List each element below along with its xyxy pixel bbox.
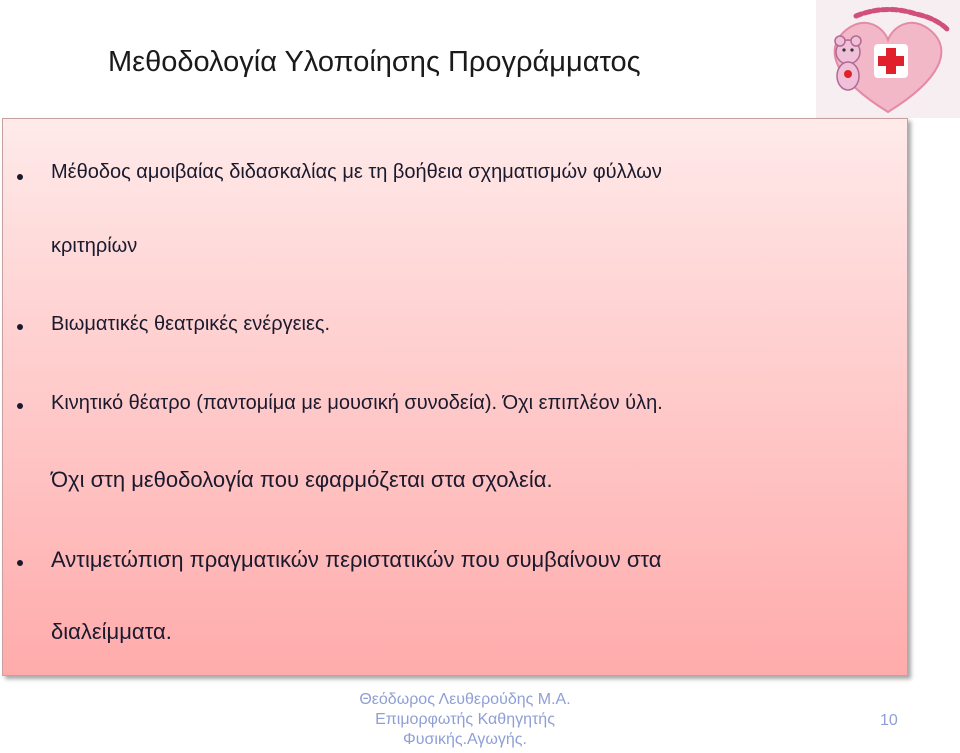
content-box bbox=[2, 118, 908, 676]
footer-line-3: Φυσικής.Αγωγής. bbox=[403, 731, 527, 748]
footer-line-2: Επιμορφωτής Καθηγητής bbox=[375, 711, 555, 728]
content-line-6: Αντιμετώπιση πραγματικών περιστατικών που συμβαίνουν στα bbox=[51, 547, 662, 572]
footer-line-1: Θεόδωρος Λευθερούδης Μ.Α. bbox=[359, 691, 571, 708]
bullet-icon bbox=[17, 324, 23, 330]
teddy-bear-logo-icon bbox=[816, 0, 960, 118]
footer-author bbox=[310, 690, 620, 750]
content-line-7: διαλείμματα. bbox=[51, 619, 172, 644]
content-line-1: Μέθοδος αμοιβαίας διδασκαλίας με τη βοήθεια σχηματισμών φύλλων bbox=[51, 161, 662, 183]
content-line-3: Βιωματικές θεατρικές ενέργειες. bbox=[51, 313, 331, 335]
content-line-4: Κινητικό θέατρο (παντομίμα με μουσική συνοδεία). Όχι επιπλέον ύλη. bbox=[51, 392, 663, 414]
bullet-icon bbox=[17, 403, 23, 409]
slide-title: Μεθοδολογία Υλοποίησης Προγράμματος bbox=[108, 46, 641, 78]
page-number: 10 bbox=[880, 712, 898, 729]
bullet-icon bbox=[17, 174, 23, 180]
content-line-5: Όχι στη μεθοδολογία που εφαρμόζεται στα σχολεία. bbox=[51, 467, 553, 492]
bullet-icon bbox=[17, 560, 23, 566]
content-line-2: κριτηρίων bbox=[51, 235, 138, 257]
